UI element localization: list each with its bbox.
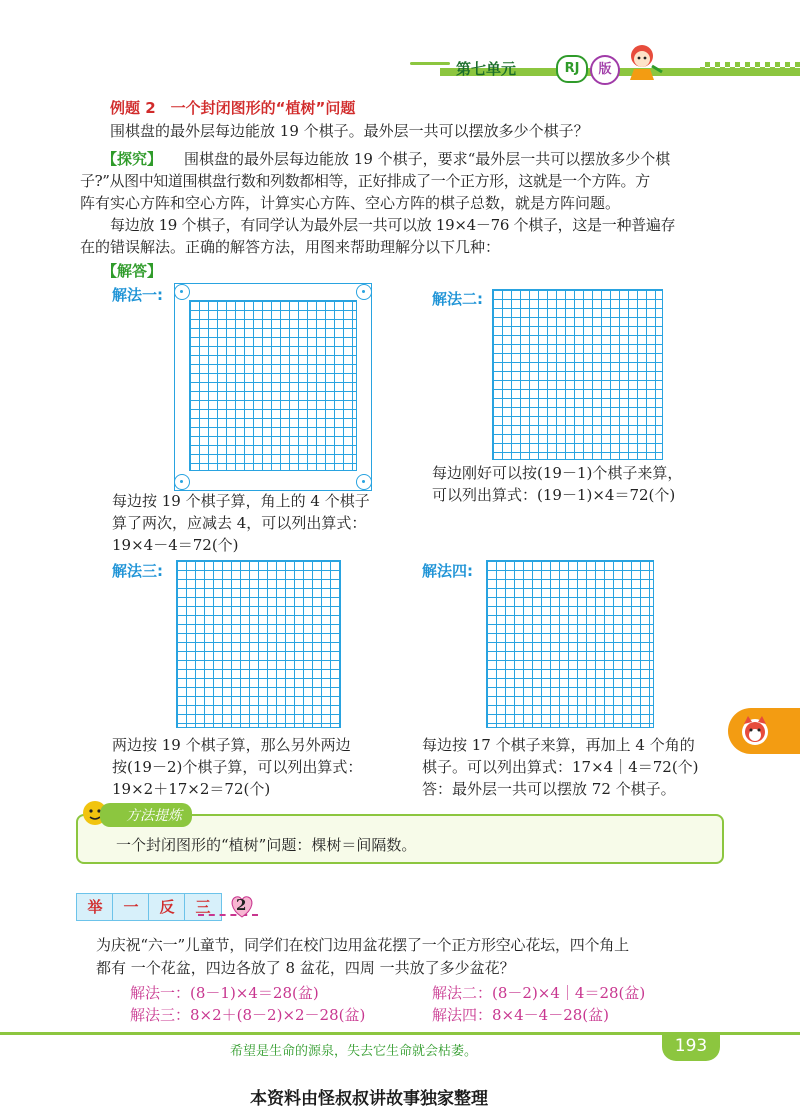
unit-label: 第七单元 [456, 60, 517, 78]
explore-line-2: 子?”从图中知道围棋盘行数和列数都相等，正好排成了一个正方形，这就是一个方阵。方 [80, 172, 650, 190]
corner-stone-icon [356, 284, 372, 300]
practice-cell: 三 [184, 893, 222, 921]
method1-board [174, 283, 372, 491]
example-question: 围棋盘的最外层每边能放 19 个棋子。最外层一共可以摆放多少个棋子？ [110, 122, 589, 140]
method1-line-2: 算了两次，应减去 4，可以列出算式： [112, 514, 367, 532]
practice-question-2: 都有 一个花盆，四边各放了 8 盆花，四周 一共放了多少盆花？ [96, 959, 515, 977]
corner-stone-icon [356, 474, 372, 490]
method1-label: 解法一: [112, 286, 163, 304]
explore-line-3: 阵有实心方阵和空心方阵，计算实心方阵、空心方阵的棋子总数，就是方阵问题。 [80, 194, 621, 212]
checker-decoration [700, 62, 800, 76]
practice-question-1: 为庆祝“六一”儿童节，同学们在校门边用盆花摆了一个正方形空心花坛，四个角上 [96, 936, 629, 954]
method2-line-1: 每边刚好可以按(19－1)个棋子来算， [432, 464, 683, 482]
practice-number: 2 [236, 896, 247, 914]
corner-stone-icon [174, 284, 190, 300]
practice-cell: 反 [148, 893, 186, 921]
method3-line-2: 按(19－2)个棋子算，可以列出算式： [112, 758, 363, 776]
explore-line-1: 围棋盘的最外层每边能放 19 个棋子，要求“最外层一共可以摆放多少个棋 [184, 150, 671, 168]
corner-stone-icon [174, 474, 190, 490]
badge-rj: RJ [556, 55, 588, 83]
tip-text: 一个封闭图形的“植树”问题：棵树＝间隔数。 [116, 836, 417, 854]
practice-solution-1: 解法一：(8－1)×4＝28(盆) [130, 984, 319, 1002]
method4-label: 解法四: [422, 562, 473, 580]
method3-line-3: 19×2＋17×2＝72(个) [112, 780, 271, 798]
practice-solution-4: 解法四：8×4－4－28(盆) [432, 1006, 609, 1024]
method1-line-1: 每边按 19 个棋子算，角上的 4 个棋子 [112, 492, 370, 510]
mascot-girl-icon [622, 42, 664, 82]
method2-grid [492, 289, 663, 460]
method4-grid [486, 560, 654, 728]
method3-grid [176, 560, 341, 728]
header-band [0, 40, 800, 88]
explore-tag: 【探究】 [102, 150, 163, 168]
header-deco-line [410, 62, 450, 65]
practice-solution-2: 解法二：(8－2)×4｜4＝28(盆) [432, 984, 646, 1002]
method4-line-1: 每边按 17 个棋子来算，再加上 4 个角的 [422, 736, 695, 754]
page-number: 193 [674, 1036, 708, 1056]
explore-line-4: 每边放 19 个棋子，有同学认为最外层一共可以放 19×4－76 个棋子，这是一种普遍存 [110, 216, 676, 234]
method2-line-2: 可以列出算式：(19－1)×4＝72(个) [432, 486, 676, 504]
practice-cell: 举 [76, 893, 114, 921]
method2-label: 解法二: [432, 290, 483, 308]
practice-cell: 一 [112, 893, 150, 921]
badge-ban: 版 [590, 55, 620, 85]
tip-label: 方法提炼 [100, 803, 192, 827]
method3-label: 解法三: [112, 562, 163, 580]
practice-solution-3: 解法三：8×2＋(8－2)×2－28(盆) [130, 1006, 366, 1024]
method1-grid [189, 300, 357, 471]
answer-tag: 【解答】 [102, 262, 163, 280]
example-title: 例题 2 一个封闭图形的“植树”问题 [110, 99, 356, 117]
method3-line-1: 两边按 19 个棋子算，那么另外两边 [112, 736, 351, 754]
method1-line-3: 19×4－4＝72(个) [112, 536, 239, 554]
method4-line-3: 答：最外层一共可以摆放 72 个棋子。 [422, 780, 676, 798]
footer-motto: 希望是生命的源泉，失去它生命就会枯萎。 [230, 1044, 478, 1059]
method4-line-2: 棋子。可以列出算式：17×4｜4＝72(个) [422, 758, 699, 776]
fox-mascot-icon [738, 714, 772, 748]
footer-credit: 本资料由怪叔叔讲故事独家整理 [250, 1089, 488, 1109]
explore-line-5: 在的错误解法。正确的解答方法，用图来帮助理解分以下几种： [80, 238, 501, 256]
